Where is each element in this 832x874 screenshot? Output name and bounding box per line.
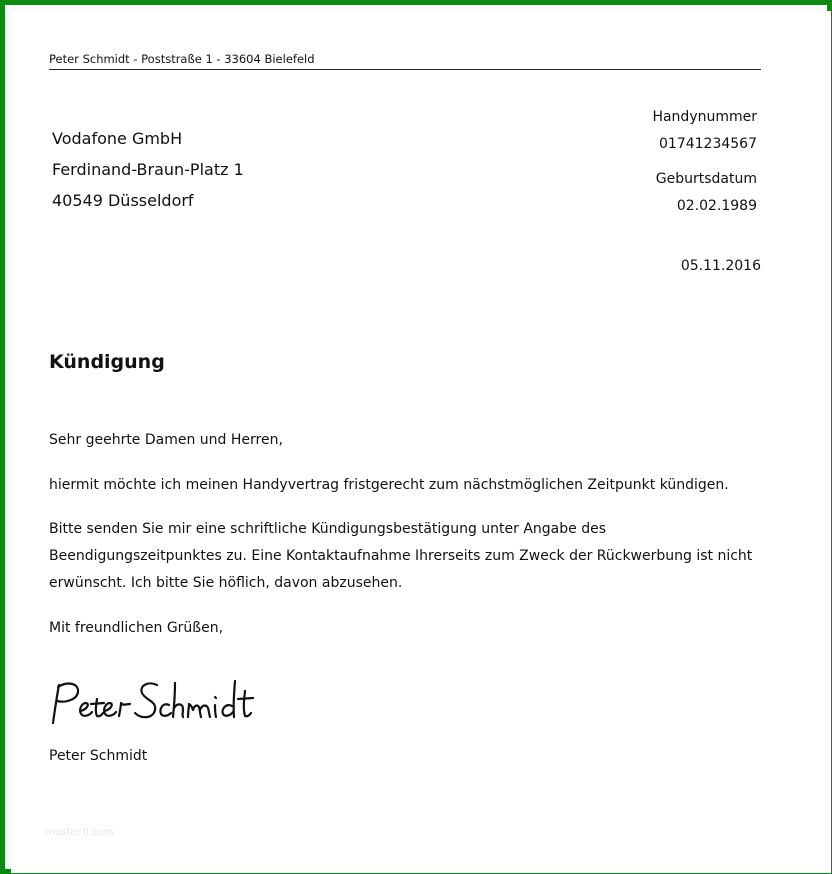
watermark: muster.fi.com <box>45 827 114 838</box>
sender-address-line: Peter Schmidt - Poststraße 1 - 33604 Bielefeld <box>49 52 761 70</box>
body-paragraph-2: Bitte senden Sie mir eine schriftliche Kündigungsbestätigung unter Angabe des Beendigungszeitpunktes zu. Eine Kontaktaufnahme Ihrerseits zum Zweck der Rückwerbung ist nicht erwünscht. Ich bitte Sie höflich, davon abzusehen. <box>49 521 753 591</box>
signer-name: Peter Schmidt <box>49 748 148 764</box>
recipient-street: Ferdinand-Braun-Platz 1 <box>52 160 244 179</box>
recipient-company: Vodafone GmbH <box>52 129 183 148</box>
phone-label: Handynummer <box>652 109 757 125</box>
birthdate-value: 02.02.1989 <box>676 198 757 214</box>
birthdate-label: Geburtsdatum <box>655 171 757 187</box>
handwritten-signature <box>45 675 265 735</box>
recipient-city: 40549 Düsseldorf <box>52 191 194 210</box>
closing-phrase: Mit freundlichen Grüßen, <box>49 620 224 636</box>
recipient-address <box>52 123 244 216</box>
letter-page <box>11 11 831 873</box>
salutation: Sehr geehrte Damen und Herren, <box>49 432 283 448</box>
meta-info <box>652 108 757 232</box>
letter-subject: Kündigung <box>49 351 165 373</box>
body-paragraph-1: hiermit möchte ich meinen Handyvertrag fristgerecht zum nächstmöglichen Zeitpunkt kündigen. <box>49 477 729 493</box>
letter-date: 05.11.2016 <box>680 258 761 274</box>
phone-value: 01741234567 <box>659 136 757 152</box>
